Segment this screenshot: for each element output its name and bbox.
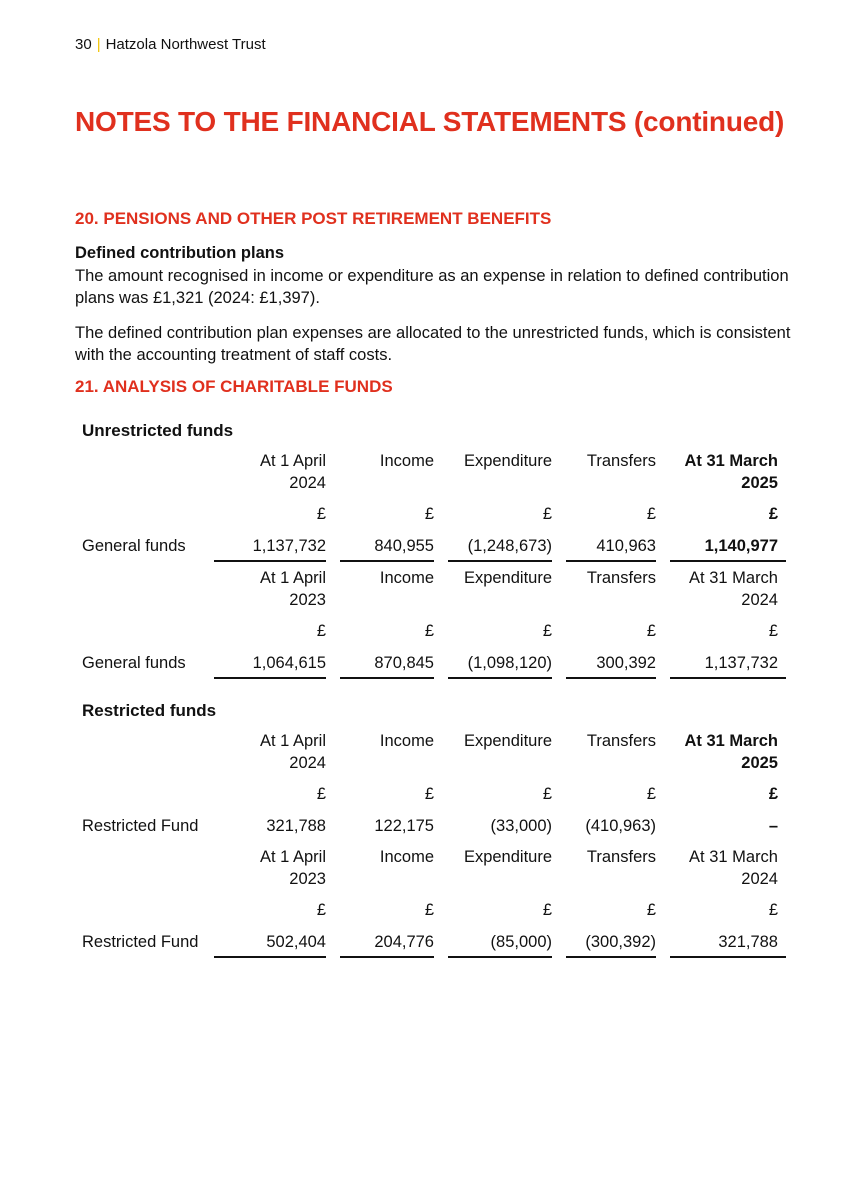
unrestricted-funds-title: Unrestricted funds xyxy=(82,421,234,440)
unrestricted-current-table xyxy=(82,450,792,578)
value-expenditure: (1,098,120) xyxy=(467,654,552,672)
value-income: 204,776 xyxy=(374,933,434,951)
column-header-transfers: Transfers xyxy=(586,569,656,587)
column-header-income: Income xyxy=(379,569,434,587)
currency-symbol: £ xyxy=(768,622,778,640)
value-income: 840,955 xyxy=(374,537,434,555)
restricted-current-table xyxy=(82,730,792,858)
currency-symbol: £ xyxy=(316,785,326,803)
value-expenditure: (33,000) xyxy=(490,817,552,835)
restricted-prior-table xyxy=(82,846,792,974)
value-income: 870,845 xyxy=(374,654,434,672)
underline xyxy=(214,677,326,679)
page-number: 30 xyxy=(75,36,92,53)
row-label: Restricted Fund xyxy=(82,933,199,951)
value-transfers: 410,963 xyxy=(596,537,656,555)
currency-symbol: £ xyxy=(768,505,778,523)
pension-allocation-paragraph: The defined contribution plan expenses are allocated to the unrestricted funds, which is consistent with the accounting treatment of staff costs. xyxy=(75,324,791,364)
note-21-heading: 21. ANALYSIS OF CHARITABLE FUNDS xyxy=(75,377,393,396)
column-header-closing: At 31 March 2024 xyxy=(689,569,778,609)
underline xyxy=(448,560,552,562)
currency-symbol: £ xyxy=(424,622,434,640)
currency-symbol: £ xyxy=(316,505,326,523)
underline xyxy=(448,677,552,679)
value-opening: 502,404 xyxy=(266,933,326,951)
column-header-expenditure: Expenditure xyxy=(463,848,552,866)
column-header-closing: At 31 March 2025 xyxy=(684,452,778,492)
currency-symbol: £ xyxy=(424,901,434,919)
value-closing: 1,140,977 xyxy=(704,537,778,555)
row-label: Restricted Fund xyxy=(82,817,199,835)
underline xyxy=(340,560,434,562)
column-header-income: Income xyxy=(379,452,434,470)
currency-symbol: £ xyxy=(646,901,656,919)
defined-contribution-subheading: Defined contribution plans xyxy=(75,244,284,262)
value-transfers: (300,392) xyxy=(585,933,656,951)
pension-expense-paragraph: The amount recognised in income or expenditure as an expense in relation to defined contribution plans was £1,321 (2024: £1,397). xyxy=(75,267,789,307)
value-expenditure: (85,000) xyxy=(490,933,552,951)
currency-symbol: £ xyxy=(424,505,434,523)
column-header-transfers: Transfers xyxy=(586,848,656,866)
currency-symbol: £ xyxy=(542,505,552,523)
underline xyxy=(214,956,326,958)
underline xyxy=(670,677,786,679)
row-label: General funds xyxy=(82,654,186,672)
value-closing: – xyxy=(768,817,778,835)
currency-symbol: £ xyxy=(316,622,326,640)
column-header-closing: At 31 March 2025 xyxy=(684,732,778,772)
column-header-closing: At 31 March 2024 xyxy=(689,848,778,888)
column-header-expenditure: Expenditure xyxy=(463,452,552,470)
running-header xyxy=(75,36,266,53)
currency-symbol: £ xyxy=(646,785,656,803)
underline xyxy=(214,560,326,562)
value-opening: 321,788 xyxy=(266,817,326,835)
currency-symbol: £ xyxy=(316,901,326,919)
column-header-income: Income xyxy=(379,848,434,866)
currency-symbol: £ xyxy=(424,785,434,803)
unrestricted-prior-table xyxy=(82,567,792,695)
restricted-funds-title: Restricted funds xyxy=(82,701,217,720)
underline xyxy=(566,560,656,562)
row-label: General funds xyxy=(82,537,186,555)
underline xyxy=(340,677,434,679)
underline xyxy=(566,677,656,679)
underline xyxy=(340,956,434,958)
value-closing: 321,788 xyxy=(718,933,778,951)
underline xyxy=(566,956,656,958)
currency-symbol: £ xyxy=(542,622,552,640)
note-20-heading: 20. PENSIONS AND OTHER POST RETIREMENT BENEFITS xyxy=(75,209,552,228)
currency-symbol: £ xyxy=(768,901,778,919)
value-income: 122,175 xyxy=(374,817,434,835)
value-expenditure: (1,248,673) xyxy=(467,537,552,555)
value-opening: 1,064,615 xyxy=(252,654,326,672)
currency-symbol: £ xyxy=(542,901,552,919)
column-header-opening: At 1 April 2023 xyxy=(259,569,326,609)
organisation-name: Hatzola Northwest Trust xyxy=(105,36,266,53)
currency-symbol: £ xyxy=(646,622,656,640)
column-header-income: Income xyxy=(379,732,434,750)
value-transfers: (410,963) xyxy=(585,817,656,835)
column-header-opening: At 1 April 2023 xyxy=(259,848,326,888)
underline xyxy=(448,956,552,958)
column-header-expenditure: Expenditure xyxy=(463,732,552,750)
header-separator: | xyxy=(96,36,101,53)
currency-symbol: £ xyxy=(768,785,778,803)
column-header-opening: At 1 April 2024 xyxy=(259,732,326,772)
column-header-transfers: Transfers xyxy=(586,732,656,750)
underline xyxy=(670,560,786,562)
column-header-expenditure: Expenditure xyxy=(463,569,552,587)
value-transfers: 300,392 xyxy=(596,654,656,672)
column-header-transfers: Transfers xyxy=(586,452,656,470)
value-opening: 1,137,732 xyxy=(252,537,326,555)
underline xyxy=(670,956,786,958)
page-title: NOTES TO THE FINANCIAL STATEMENTS (continued) xyxy=(75,106,785,137)
currency-symbol: £ xyxy=(542,785,552,803)
currency-symbol: £ xyxy=(646,505,656,523)
column-header-opening: At 1 April 2024 xyxy=(259,452,326,492)
value-closing: 1,137,732 xyxy=(704,654,778,672)
